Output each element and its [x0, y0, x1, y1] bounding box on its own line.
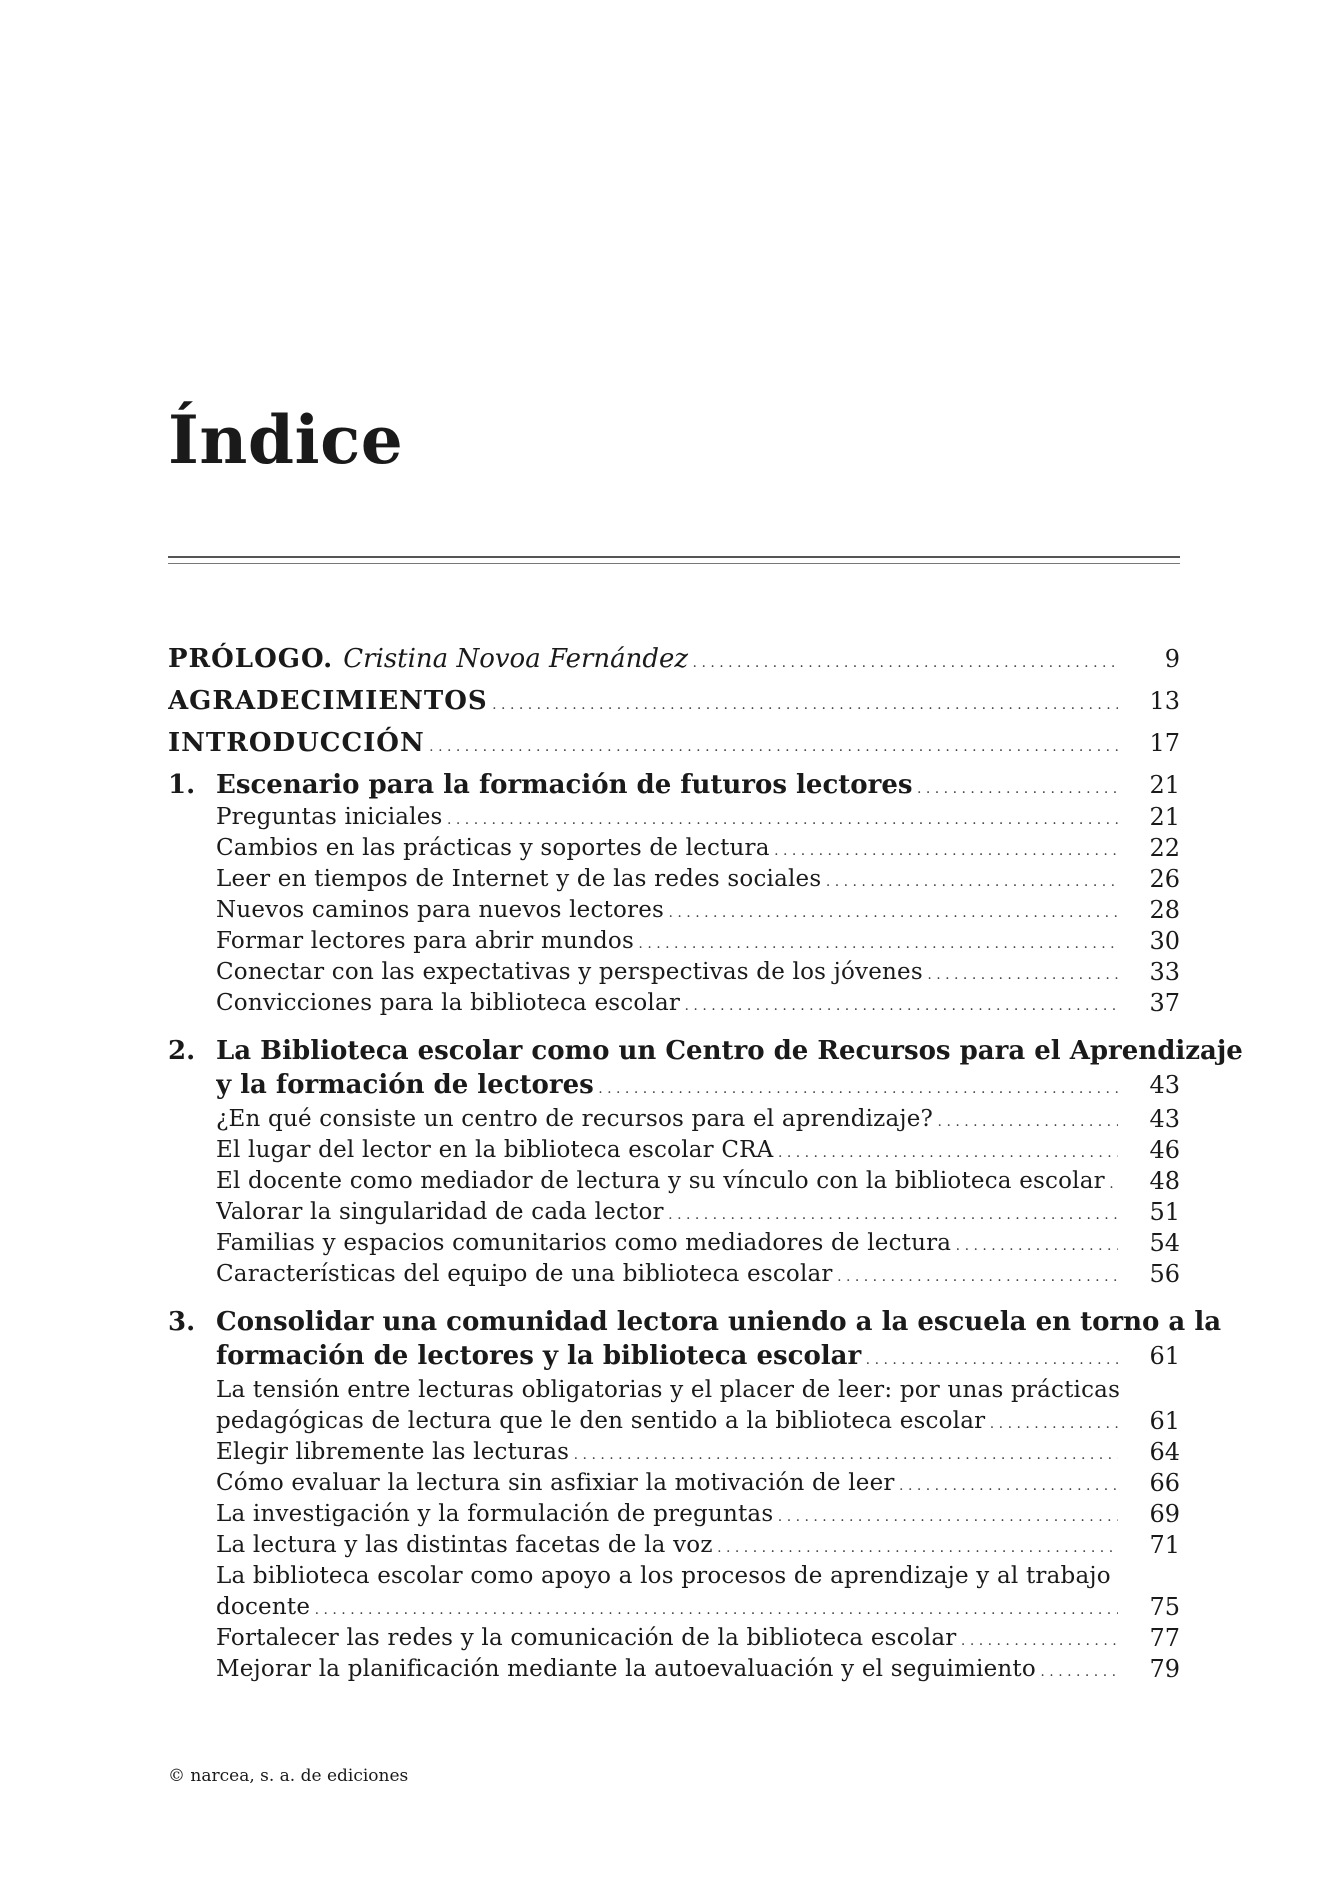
toc-section	[168, 1528, 1180, 1562]
chapter-title: Escenario para la formación de futuros lectores . . .	[216, 768, 1118, 802]
toc-section	[168, 1652, 1180, 1686]
section-title: Formar lectores para abrir mundos . . .	[216, 924, 1118, 958]
toc-page-number: 71	[1149, 1531, 1180, 1559]
publisher-copyright: © narcea, s. a. de ediciones	[168, 1766, 409, 1786]
toc-page-number: 46	[1149, 1136, 1180, 1164]
toc-page-number: 66	[1149, 1469, 1180, 1497]
toc-section-line1	[168, 1373, 1180, 1407]
toc-chapter-3-line1	[168, 1305, 1222, 1339]
section-title: La lectura y las distintas facetas de la voz . . .	[216, 1528, 1118, 1562]
toc-entry-label: PRÓLOGO. Cristina Novoa Fernández . . .	[168, 642, 1118, 676]
toc-page-number: 37	[1149, 989, 1180, 1017]
chapter-title: La Biblioteca escolar como un Centro de Recursos para el Aprendizaje	[216, 1036, 1243, 1066]
toc-page-number: 61	[1149, 1342, 1180, 1370]
section-title: Familias y espacios comunitarios como mediadores de lectura . . .	[216, 1226, 1118, 1260]
section-title: Fortalecer las redes y la comunicación de la biblioteca escolar . . .	[216, 1621, 1118, 1655]
toc-section	[168, 1164, 1180, 1198]
toc-page-number: 54	[1149, 1229, 1180, 1257]
toc-page-number: 13	[1149, 687, 1180, 715]
toc-section	[168, 1621, 1180, 1655]
toc-section	[168, 831, 1180, 865]
toc-section	[168, 1466, 1180, 1500]
toc-section	[168, 1497, 1180, 1531]
toc-section	[168, 1226, 1180, 1260]
toc-section-line1	[168, 1559, 1180, 1593]
toc-page-number: 26	[1149, 865, 1180, 893]
toc-page-number: 21	[1149, 771, 1180, 799]
toc-page-number: 43	[1149, 1105, 1180, 1133]
section-title: Leer en tiempos de Internet y de las redes sociales . . .	[216, 862, 1118, 896]
toc-page-number: 75	[1149, 1593, 1180, 1621]
toc-entry-introduction	[168, 726, 1180, 760]
toc-page-number: 69	[1149, 1500, 1180, 1528]
toc-section	[168, 924, 1180, 958]
toc-entry-label: AGRADECIMIENTOS . . .	[168, 684, 1118, 718]
section-title: Elegir libremente las lecturas . . .	[216, 1435, 1118, 1469]
toc-section	[168, 1590, 1180, 1624]
toc-section	[168, 1257, 1180, 1291]
toc-page-number: 21	[1149, 803, 1180, 831]
toc-page-number: 48	[1149, 1167, 1180, 1195]
toc-chapter-1	[168, 768, 1180, 802]
toc-section	[168, 1435, 1180, 1469]
toc-page-number: 79	[1149, 1655, 1180, 1683]
toc-chapter-3	[168, 1339, 1180, 1373]
section-title: Preguntas iniciales . . .	[216, 800, 1118, 834]
section-title: Conectar con las expectativas y perspectivas de los jóvenes . . .	[216, 955, 1118, 989]
toc-section	[168, 1404, 1180, 1438]
page-title: Índice	[168, 401, 404, 479]
toc-section	[168, 893, 1180, 927]
toc-page-number: 77	[1149, 1624, 1180, 1652]
chapter-number: 3.	[168, 1307, 196, 1337]
section-title: La investigación y la formulación de preguntas . . .	[216, 1497, 1118, 1531]
section-title: Cambios en las prácticas y soportes de lectura . . .	[216, 831, 1118, 865]
toc-page-number: 30	[1149, 927, 1180, 955]
toc-chapter-2	[168, 1068, 1180, 1102]
chapter-number: 1.	[168, 770, 196, 800]
title-rule-thin	[168, 563, 1180, 564]
section-title: Convicciones para la biblioteca escolar . . .	[216, 986, 1118, 1020]
toc-section	[168, 800, 1180, 834]
section-title: Nuevos caminos para nuevos lectores . . .	[216, 893, 1118, 927]
toc-page-number: 61	[1149, 1407, 1180, 1435]
toc-page-number: 33	[1149, 958, 1180, 986]
section-title: Cómo evaluar la lectura sin asfixiar la motivación de leer . . .	[216, 1466, 1118, 1500]
section-title: La tensión entre lecturas obligatorias y el placer de leer: por unas prácticas	[216, 1377, 1121, 1403]
toc-page-number: 9	[1164, 645, 1180, 673]
toc-page-number: 28	[1149, 896, 1180, 924]
toc-section	[168, 986, 1180, 1020]
toc-entry-prologue	[168, 642, 1180, 676]
chapter-title-continued: formación de lectores y la biblioteca escolar . . .	[216, 1339, 1118, 1373]
toc-section	[168, 955, 1180, 989]
section-title: El docente como mediador de lectura y su vínculo con la biblioteca escolar . . .	[216, 1164, 1118, 1198]
toc-entry-label: INTRODUCCIÓN . . .	[168, 726, 1118, 760]
section-title: La biblioteca escolar como apoyo a los procesos de aprendizaje y al trabajo	[216, 1563, 1111, 1589]
prologue-author: Cristina Novoa Fernández	[343, 644, 689, 674]
chapter-number: 2.	[168, 1036, 196, 1066]
toc-section	[168, 1133, 1180, 1167]
toc-section	[168, 1195, 1180, 1229]
toc-page-number: 43	[1149, 1071, 1180, 1099]
section-title: Valorar la singularidad de cada lector . . .	[216, 1195, 1118, 1229]
section-title: Mejorar la planificación mediante la autoevaluación y el seguimiento . . .	[216, 1652, 1118, 1686]
section-title-continued: docente . . .	[216, 1590, 1118, 1624]
section-title: ¿En qué consiste un centro de recursos para el aprendizaje? . . .	[216, 1102, 1118, 1136]
toc-section	[168, 1102, 1180, 1136]
toc-entry-acknowledgements	[168, 684, 1180, 718]
title-rule-thick	[168, 556, 1180, 558]
toc-section	[168, 862, 1180, 896]
toc-page-number: 64	[1149, 1438, 1180, 1466]
section-title-continued: pedagógicas de lectura que le den sentido a la biblioteca escolar . . .	[216, 1404, 1118, 1438]
section-title: Características del equipo de una biblioteca escolar . . .	[216, 1257, 1118, 1291]
toc-page-number: 17	[1149, 729, 1180, 757]
section-title: El lugar del lector en la biblioteca escolar CRA . . .	[216, 1133, 1118, 1167]
chapter-title: Consolidar una comunidad lectora uniendo a la escuela en torno a la	[216, 1307, 1222, 1337]
toc-chapter-2-line1	[168, 1034, 1243, 1068]
toc-page-number: 51	[1149, 1198, 1180, 1226]
toc-page-number: 22	[1149, 834, 1180, 862]
toc-page-number: 56	[1149, 1260, 1180, 1288]
chapter-title-continued: y la formación de lectores . . .	[216, 1068, 1118, 1102]
